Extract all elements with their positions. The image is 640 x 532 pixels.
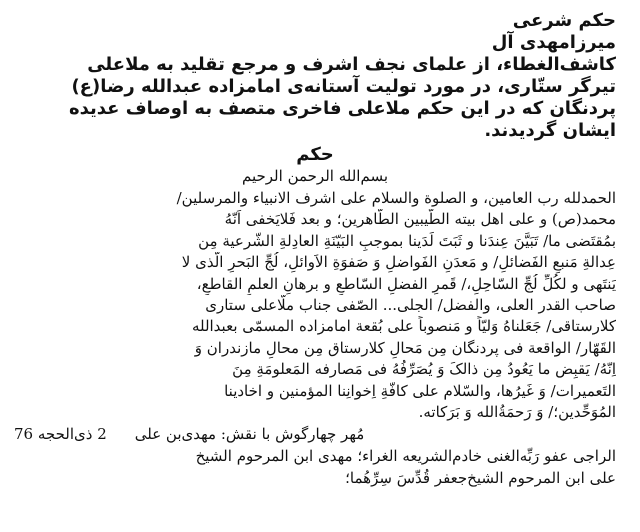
heading-line: کاشف‌الغطاء، از علمای نجف اشرف و مرجع تقلید به ملاعلی (87, 54, 616, 75)
decree-line: الحمدلله رب العامین، و الصلوة والسلام علی اشرف الانبیاء والمرسلین/ (176, 189, 616, 207)
decree-line: بمُقتَضی ما/ تَبَیَّنَ عِندَنا و ثَبَتَ لَدَینا بموجبِ البَیّنَةِ العادِلةِ الشّرعیة مِن (198, 231, 616, 250)
document-page (14, 10, 622, 524)
decree-line: کلارستاقی/ جَعَلناهُ وَلیّاً و مَنصوباً علی بُقعة امامزاده المسمّی بعبدالله (191, 317, 616, 336)
signature-line: الراجی عفو رَبِّه‌الغنی خادم‌الشریعه الغراء؛ مهدی ابن المرحوم الشیخ (195, 447, 616, 466)
decree-line: عِدالةِ مَنبعِ الفَضائلِ/ و مَعدَنِ الفَواضلِ وَ صَفوَةِ الاَوائلِ، لُجِّ البَحرِ الّذی لا (181, 253, 616, 272)
heading-line: میرزامهدی آل (491, 32, 616, 53)
decree-date: 2 ذی‌الحجه 76 (14, 425, 107, 444)
decree-line: المُوَحِّدین؛/ وَ رَحمَةُالله وَ بَرَکاته. (418, 403, 616, 422)
heading-line: پردنگان که در این حکم ملاعلی فاخری متصف به اوصاف عدیده (69, 98, 616, 119)
decree-line: محمد(ص) و علی اهل بیته الطّیبین الطّاهرین؛ و بعد فَلایَخفی اَنّهُ (224, 210, 616, 229)
decree-body (14, 188, 616, 423)
seal-description: مُهر چهارگوش با نقش: مهدی‌بن علی (134, 425, 365, 444)
basmala: بسم‌الله الرحمن الرحیم (242, 167, 388, 185)
document-heading (14, 10, 616, 142)
decree-title: حکم (296, 144, 334, 165)
decree-line: صاحب القدر العلی، والفضل/ الجلی... الصّفی جناب ملّاعلی ستاری (205, 296, 616, 315)
decree-line: اِنّهُ/ یَقبِض ما یَعُودُ مِن ذالکَ وَ یُصَرِّفُهُ فی مَصارفه المَعلومَةِ مِنَ (232, 360, 616, 379)
signature-line: علی ابن المرحوم الشیخ‌جعفر قُدِّسَ سِرِّهُما؛ (345, 469, 616, 488)
decree-footer (14, 423, 616, 489)
decree-line: یَنتَهی و لکُلِّ لُجِّ السّاحِلِ،/ قَمرِ الفضلِ السّاطعِ و برهانِ العلمِ القاطعِ، (196, 274, 616, 293)
heading-line: ایشان گردیدند. (484, 120, 616, 141)
heading-line: حکم شرعی (512, 10, 616, 31)
decree-line: التَعمیرات/ وَ غَیرُها، والسّلام علی کافّةِ اِخوانِنا المؤمنین و اخادینا (224, 381, 616, 400)
decree-line: القَهّار/ الواقعة فی پردنگان مِن مَحالِ کلارستاق مِن محالِ مازندران وَ (194, 338, 616, 357)
heading-line: تیرگر ستّاری، در مورد تولیت آستانه‌ی امامزاده عبدالله رضا(ع) (71, 76, 616, 97)
date-seal-line (14, 423, 616, 445)
